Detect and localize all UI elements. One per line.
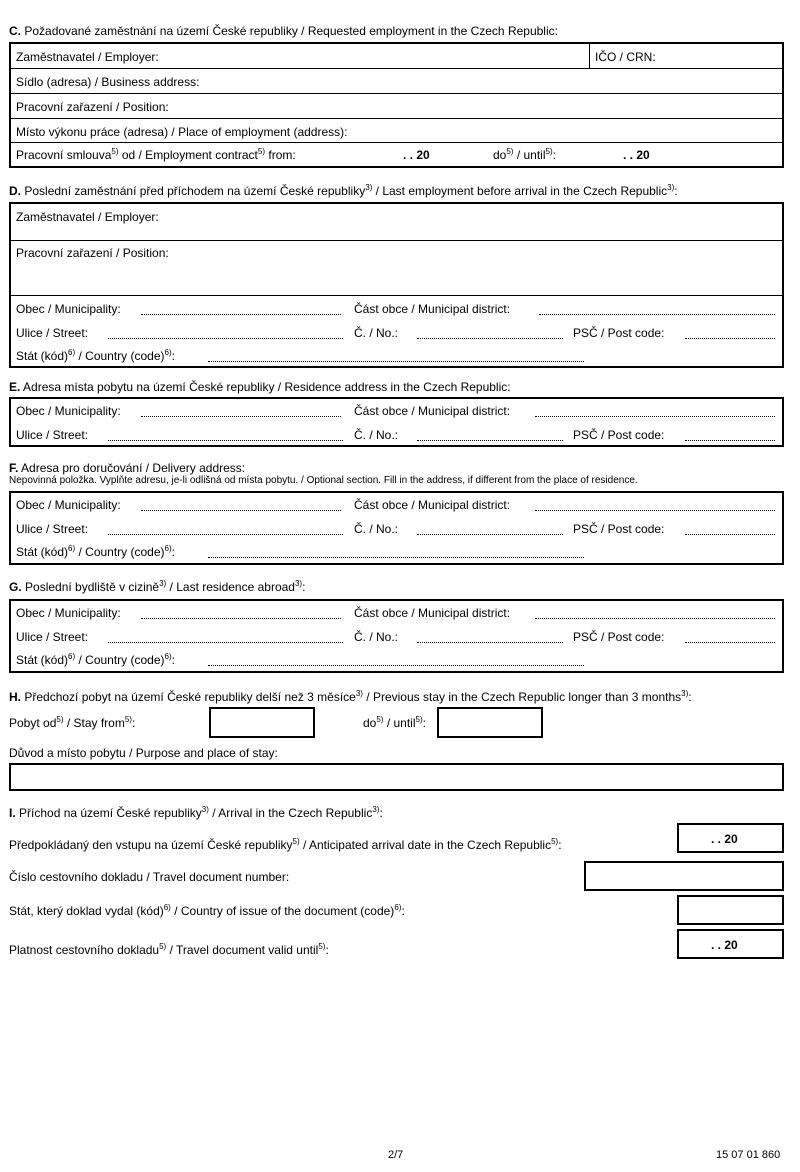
district-label: Část obce / Municipal district: (354, 404, 511, 418)
document-valid-label: Platnost cestovního dokladu$^{5)}$ / Travel document valid until$^{5)}$: (9, 942, 329, 957)
district-label: Část obce / Municipal district: (354, 606, 511, 620)
postcode-label: PSČ / Post code: (573, 428, 665, 442)
document-number-label: Číslo cestovního dokladu / Travel document number: (9, 870, 290, 884)
position-label: Pracovní zařazení / Position: (16, 100, 169, 114)
section-d-table (9, 202, 784, 368)
district-field[interactable] (535, 510, 775, 511)
issuing-country-label: Stát, který doklad vydal (kód)$^{6)}$ / Country of issue of the document (code)$^{6)}$: (9, 903, 405, 918)
form-code: 15 07 01 860 (716, 1149, 781, 1161)
section-f-heading: F. Adresa pro doručování / Delivery address: (9, 461, 246, 475)
section-e-heading: E. Adresa místa pobytu na území České republiky / Residence address in the Czech Republic: (9, 380, 511, 394)
number-field[interactable] (417, 534, 563, 535)
contract-from-date[interactable]: . . 20 (403, 148, 430, 162)
district-field[interactable] (535, 618, 775, 619)
last-employment-address (11, 296, 782, 368)
employer-row[interactable] (11, 44, 782, 69)
municipality-label: Obec / Municipality: (16, 404, 121, 418)
contract-until-date[interactable]: . . 20 (623, 148, 650, 162)
country-field[interactable] (208, 361, 584, 362)
section-d-heading: D. Poslední zaměstnání před příchodem na území České republiky$^{3)}$ / Last employment before arrival in the Czech Republic$^{3)}$: (9, 183, 678, 198)
country-label: Stát (kód)$^{6)}$ / Country (code)$^{6)}$: (16, 544, 175, 559)
street-label: Ulice / Street: (16, 428, 89, 442)
country-field[interactable] (208, 557, 584, 558)
stay-until-field[interactable] (437, 707, 543, 738)
number-label: Č. / No.: (354, 326, 399, 340)
municipality-field[interactable] (141, 314, 341, 315)
number-label: Č. / No.: (354, 428, 399, 442)
section-h-heading: H. Předchozí pobyt na území České republiky delší než 3 měsíce$^{3)}$ / Previous stay in the Czech Republic longer than 3 months$^{3)}$: (9, 689, 692, 704)
place-of-employment-label: Místo výkonu práce (adresa) / Place of employment (address): (16, 125, 348, 139)
employer-label: Zaměstnavatel / Employer: (16, 50, 159, 64)
district-label: Část obce / Municipal district: (354, 498, 511, 512)
district-label: Část obce / Municipal district: (354, 302, 511, 316)
country-field[interactable] (208, 665, 584, 666)
last-employer-row[interactable] (11, 204, 782, 241)
number-field[interactable] (417, 440, 563, 441)
contract-label: Pracovní smlouva$^{5)}$ od / Employment contract$^{5)}$ from: (16, 147, 296, 162)
section-g-table (9, 599, 784, 673)
street-field[interactable] (108, 440, 343, 441)
municipality-label: Obec / Municipality: (16, 606, 121, 620)
district-field[interactable] (539, 314, 775, 315)
business-address-label: Sídlo (adresa) / Business address: (16, 75, 200, 89)
country-label: Stát (kód)$^{6)}$ / Country (code)$^{6)}$: (16, 348, 175, 363)
district-field[interactable] (535, 416, 775, 417)
postcode-field[interactable] (685, 440, 775, 441)
stay-until-label: $do^{5)}$ / until$^{5)}$: (363, 715, 426, 730)
document-number-field[interactable] (584, 861, 784, 891)
position-row[interactable] (11, 94, 782, 119)
postcode-field[interactable] (685, 642, 775, 643)
last-position-row[interactable] (11, 241, 782, 296)
purpose-field[interactable] (9, 763, 784, 791)
street-field[interactable] (108, 338, 343, 339)
business-address-row[interactable] (11, 69, 782, 94)
number-field[interactable] (417, 642, 563, 643)
crn-label: IČO / CRN: (595, 50, 656, 64)
country-label: Stát (kód)$^{6)}$ / Country (code)$^{6)}$: (16, 652, 175, 667)
section-c-heading: C. Požadované zaměstnání na území České republiky / Requested employment in the Czech Republic: (9, 24, 558, 38)
section-f-table (9, 491, 784, 565)
postcode-label: PSČ / Post code: (573, 522, 665, 536)
number-label: Č. / No.: (354, 630, 399, 644)
postcode-label: PSČ / Post code: (573, 326, 665, 340)
arrival-date-value: . . 20 (711, 832, 738, 846)
municipality-field[interactable] (141, 416, 341, 417)
last-employer-label: Zaměstnavatel / Employer: (16, 210, 159, 224)
page-number: 2/7 (388, 1149, 404, 1161)
municipality-label: Obec / Municipality: (16, 302, 121, 316)
contract-row[interactable] (11, 143, 782, 166)
municipality-field[interactable] (141, 510, 341, 511)
issuing-country-field[interactable] (677, 895, 784, 925)
street-label: Ulice / Street: (16, 630, 89, 644)
last-position-label: Pracovní zařazení / Position: (16, 246, 169, 260)
section-f-note: Nepovinná položka. Vyplňte adresu, je-li odlišná od místa pobytu. / Optional section. Fill in the address, if different from the place of residence. (9, 475, 638, 486)
place-of-employment-row[interactable] (11, 119, 782, 143)
postcode-field[interactable] (685, 534, 775, 535)
section-c-table (9, 42, 784, 168)
section-i-heading: I. Příchod na území České republiky$^{3)}$ / Arrival in the Czech Republic$^{3)}$: (9, 805, 383, 820)
street-label: Ulice / Street: (16, 326, 89, 340)
street-label: Ulice / Street: (16, 522, 89, 536)
stay-from-field[interactable] (209, 707, 315, 738)
document-valid-field[interactable] (677, 929, 784, 959)
municipality-field[interactable] (141, 618, 341, 619)
arrival-date-label: Předpokládaný den vstupu na území České republiky$^{5)}$ / Anticipated arrival date in the Czech Republic$^{5)}$: (9, 837, 562, 852)
document-valid-value: . . 20 (711, 938, 738, 952)
section-e-table (9, 397, 784, 447)
purpose-label: Důvod a místo pobytu / Purpose and place of stay: (9, 746, 278, 760)
postcode-field[interactable] (685, 338, 775, 339)
section-g-heading: G. Poslední bydliště v cizině$^{3)}$ / Last residence abroad$^{3)}$: (9, 579, 306, 594)
stay-from-label: Pobyt $od^{5)}$ / Stay from$^{5)}$: (9, 715, 136, 730)
street-field[interactable] (108, 642, 343, 643)
arrival-date-field[interactable] (677, 823, 784, 853)
municipality-label: Obec / Municipality: (16, 498, 121, 512)
street-field[interactable] (108, 534, 343, 535)
number-label: Č. / No.: (354, 522, 399, 536)
postcode-label: PSČ / Post code: (573, 630, 665, 644)
number-field[interactable] (417, 338, 563, 339)
contract-until-label: $do^{5)}$ / until$^{5)}$: (493, 147, 556, 162)
